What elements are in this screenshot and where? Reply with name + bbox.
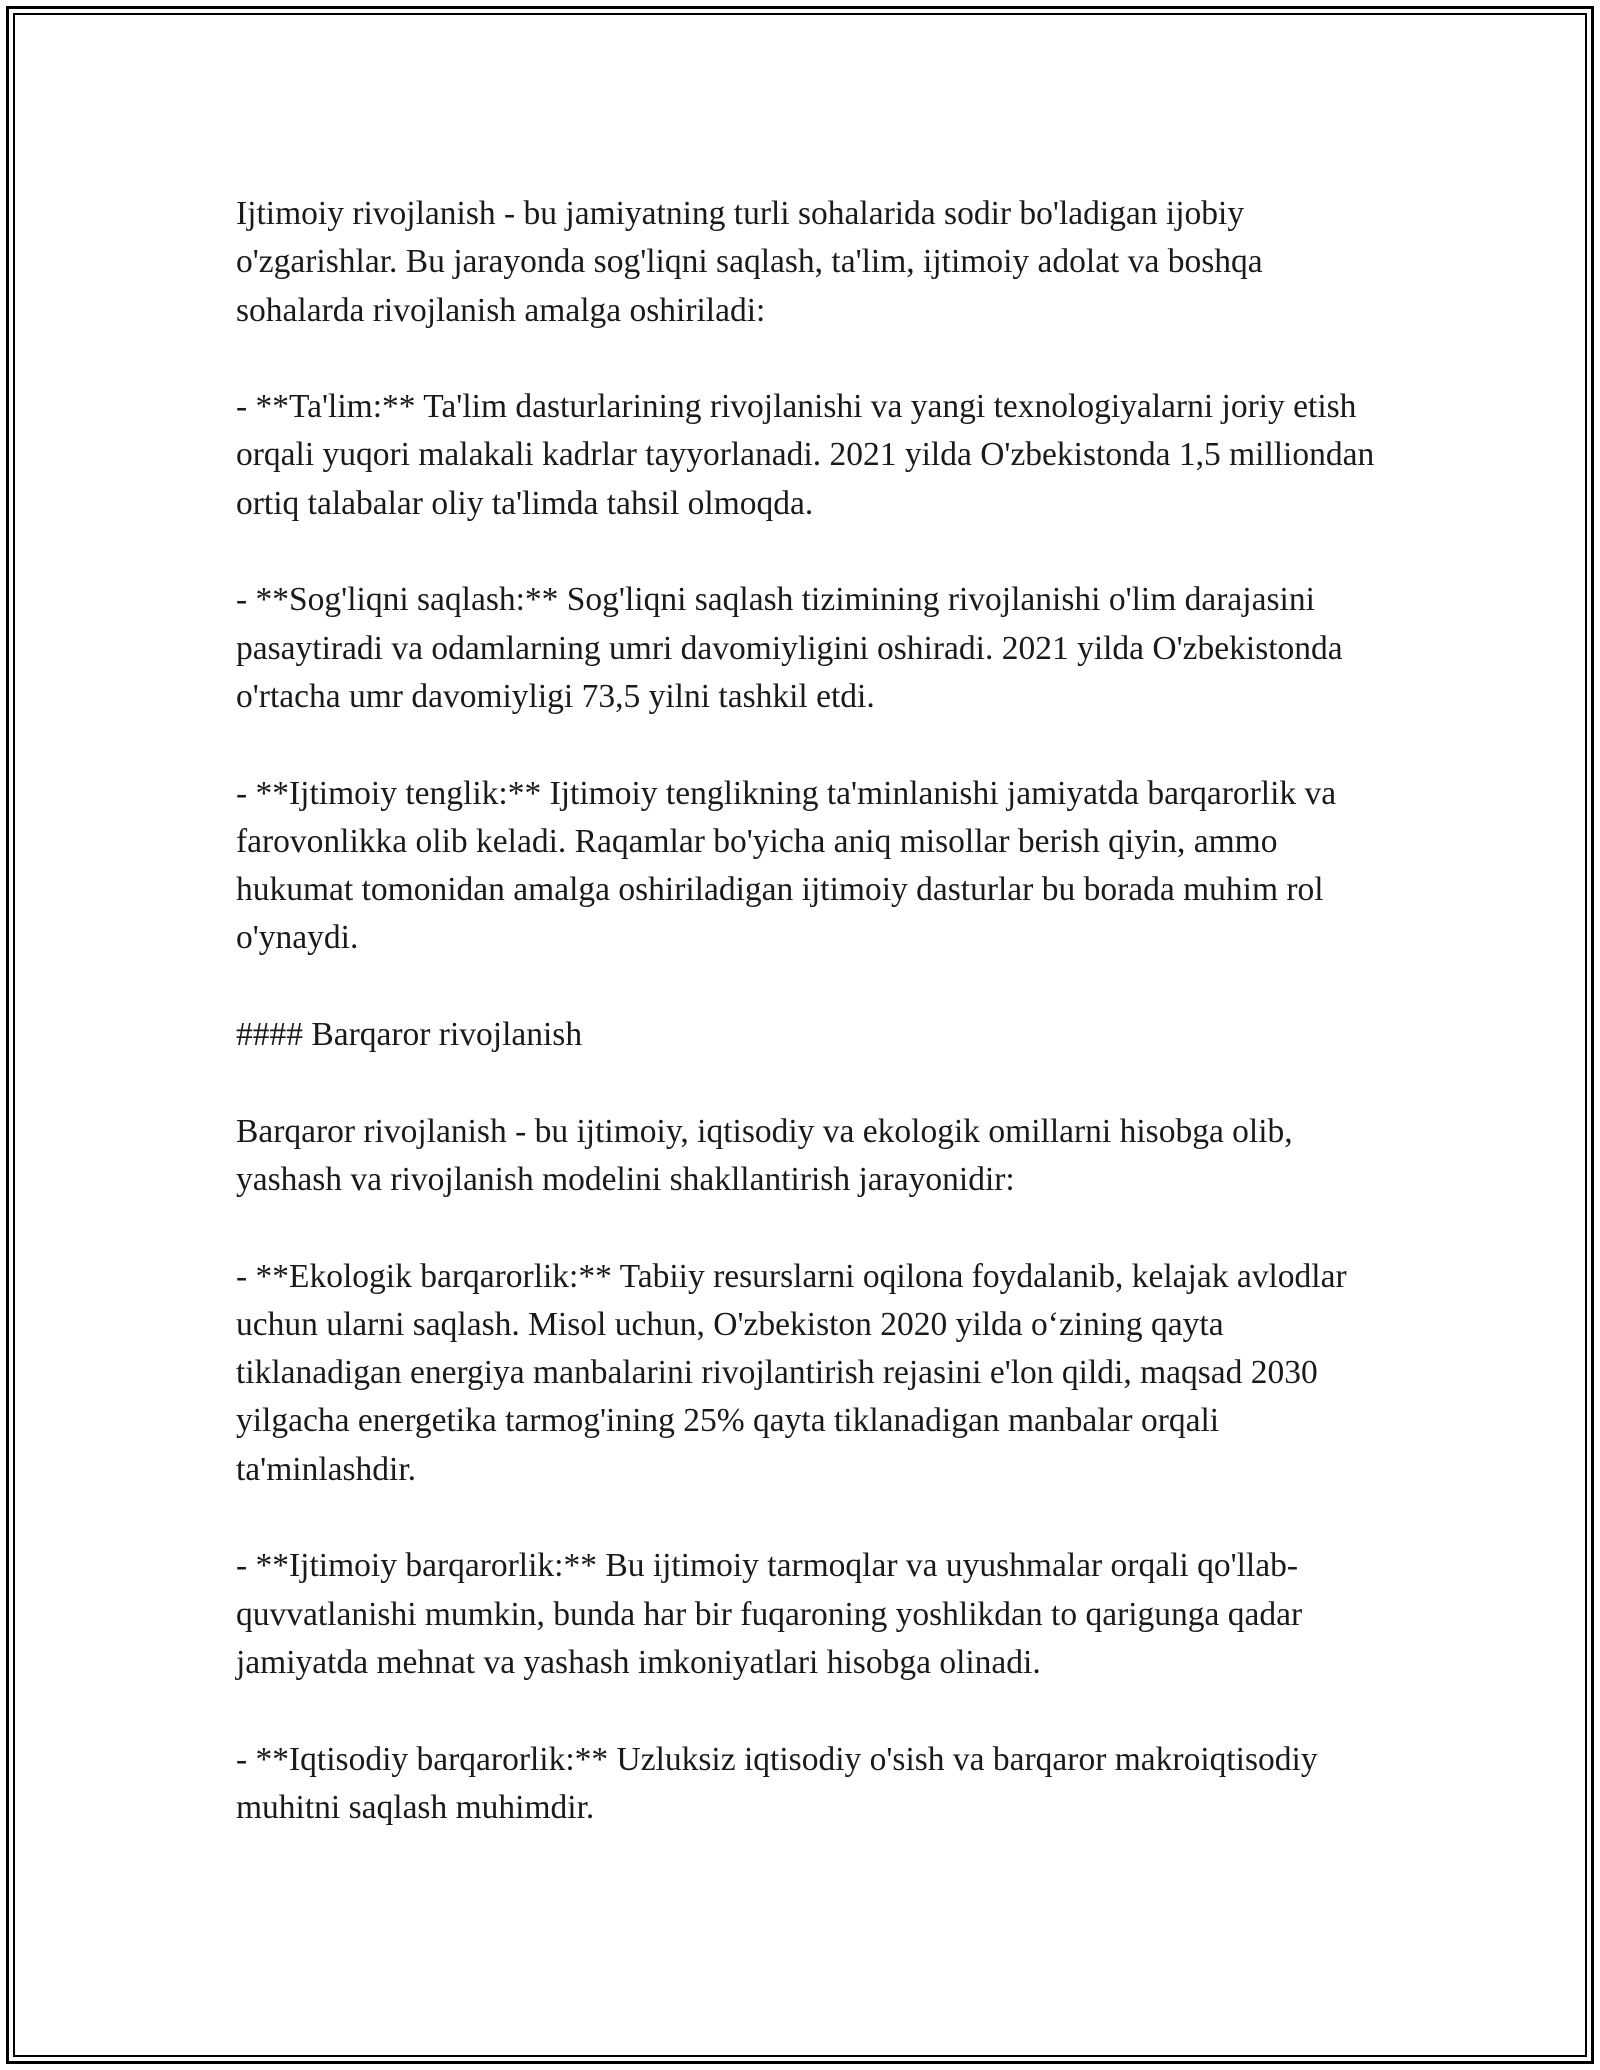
list-item-talim: - **Ta'lim:** Ta'lim dasturlarining rivojlanishi va yangi texnologiyalarni joriy etish orqali yuqori malakali kadrlar tayyorlanadi. 2021 yilda O'zbekistonda 1,5 milliondan ortiq talabalar oliy ta'limda tahsil olmoqda. <box>236 388 1375 522</box>
list-item-sogliqni-saqlash: - **Sog'liqni saqlash:** Sog'liqni saqlash tizimining rivojlanishi o'lim darajasini pasaytiradi va odamlarning umri davomiyligini oshiradi. 2021 yilda O'zbekistonda o'rtacha umr davomiyligi 73,5 yilni tashkil etdi. <box>236 581 1343 715</box>
list-item-ijtimoiy-tenglik: - **Ijtimoiy tenglik:** Ijtimoiy tenglikning ta'minlanishi jamiyatda barqarorlik va farovonlikka olib keladi. Raqamlar bo'yicha aniq misollar berish qiyin, ammo hukumat tomonidan amalga oshiriladigan ijtimoiy dasturlar bu borada muhim rol o'ynaydi. <box>236 774 1337 957</box>
document-body <box>236 190 1376 1832</box>
section-intro-paragraph: Barqaror rivojlanish - bu ijtimoiy, iqtisodiy va ekologik omillarni hisobga olib, yashash va rivojlanish modelini shakllantirish jarayonidir: <box>236 1112 1293 1198</box>
list-item-ekologik-barqarorlik: - **Ekologik barqarorlik:** Tabiiy resurslarni oqilona foydalanib, kelajak avlodlar uchun ularni saqlash. Misol uchun, O'zbekiston 2020 yilda o‘zining qayta tiklanadigan energiya manbalarini rivojlantirish rejasini e'lon qildi, maqsad 2030 yilgacha energetika tarmog'ining 25% qayta tiklanadigan manbalar orqali ta'minlashdir. <box>236 1257 1347 1488</box>
intro-paragraph: Ijtimoiy rivojlanish - bu jamiyatning turli sohalarida sodir bo'ladigan ijobiy o'zgarishlar. Bu jarayonda sog'liqni saqlash, ta'lim, ijtimoiy adolat va boshqa sohalarda rivojlanish amalga oshiriladi: <box>236 195 1263 329</box>
section-heading: #### Barqaror rivojlanish <box>236 1016 583 1054</box>
list-item-iqtisodiy-barqarorlik: - **Iqtisodiy barqarorlik:** Uzluksiz iqtisodiy o'sish va barqaror makroiqtisodiy muhitni saqlash muhimdir. <box>236 1740 1318 1826</box>
list-item-ijtimoiy-barqarorlik: - **Ijtimoiy barqarorlik:** Bu ijtimoiy tarmoqlar va uyushmalar orqali qo'llab-quvvatlanishi mumkin, bunda har bir fuqaroning yoshlikdan to qarigunga qadar jamiyatda mehnat va yashash imkoniyatlari hisobga olinadi. <box>236 1547 1303 1681</box>
